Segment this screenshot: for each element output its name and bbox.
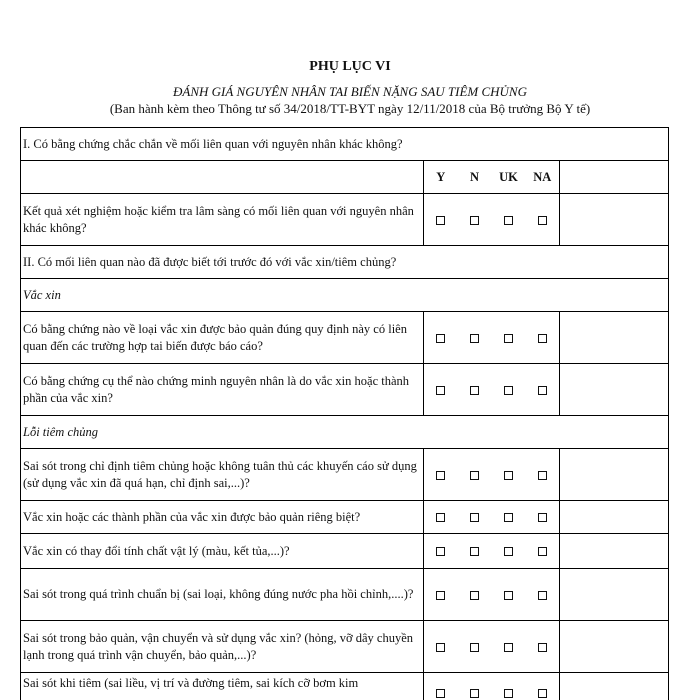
comment-cell[interactable] — [560, 673, 669, 700]
checkbox-n[interactable] — [458, 449, 492, 501]
checkbox-y[interactable] — [424, 534, 458, 569]
question-text: Có bằng chứng cụ thể nào chứng minh nguyên nhân là do vắc xin hoặc thành phần của vắc xin? — [21, 364, 424, 416]
question-text: Sai sót trong quá trình chuẩn bị (sai loại, không đúng nước pha hồi chỉnh,....)? — [21, 569, 424, 621]
checkbox-na[interactable] — [526, 569, 560, 621]
column-header-n: N — [458, 161, 492, 194]
comment-cell[interactable] — [560, 194, 669, 246]
section-2-title: II. Có mối liên quan nào đã được biết tới trước đó với vắc xin/tiêm chủng? — [21, 246, 669, 279]
section-row — [21, 128, 669, 161]
question-row — [21, 621, 669, 673]
checkbox-na[interactable] — [526, 621, 560, 673]
checkbox-uk[interactable] — [492, 673, 526, 700]
checkbox-n[interactable] — [458, 501, 492, 534]
subsection-row — [21, 279, 669, 312]
checkbox-na[interactable] — [526, 312, 560, 364]
checkbox-y[interactable] — [424, 673, 458, 700]
comment-cell[interactable] — [560, 621, 669, 673]
question-text: Vắc xin có thay đổi tính chất vật lý (màu, kết tủa,...)? — [21, 534, 424, 569]
subsection-error: Lỗi tiêm chủng — [21, 416, 669, 449]
checkbox-uk[interactable] — [492, 501, 526, 534]
question-row — [21, 501, 669, 534]
question-row — [21, 569, 669, 621]
comment-cell[interactable] — [560, 364, 669, 416]
checkbox-y[interactable] — [424, 501, 458, 534]
question-row — [21, 673, 669, 700]
checkbox-uk[interactable] — [492, 449, 526, 501]
assessment-table — [20, 127, 669, 700]
checkbox-y[interactable] — [424, 569, 458, 621]
checkbox-y[interactable] — [424, 194, 458, 246]
comment-cell[interactable] — [560, 501, 669, 534]
form-subtitle: (Ban hành kèm theo Thông tư số 34/2018/TT-BYT ngày 12/11/2018 của Bộ trưởng Bộ Y tế) — [109, 101, 591, 116]
column-header-row — [21, 161, 669, 194]
question-text: Sai sót trong chỉ định tiêm chủng hoặc không tuân thủ các khuyến cáo sử dụng (sử dụng vắc xin đã quá hạn, chỉ định sai,...)? — [21, 449, 424, 501]
question-text: Có bằng chứng nào về loại vắc xin được bảo quản đúng quy định này có liên quan đến các trường hợp tai biến được báo cáo? — [21, 312, 424, 364]
checkbox-na[interactable] — [526, 194, 560, 246]
checkbox-n[interactable] — [458, 673, 492, 700]
checkbox-n[interactable] — [458, 194, 492, 246]
checkbox-na[interactable] — [526, 673, 560, 700]
comment-cell[interactable] — [560, 312, 669, 364]
question-text: Vắc xin hoặc các thành phần của vắc xin được bảo quản riêng biệt? — [21, 501, 424, 534]
subsection-row — [21, 416, 669, 449]
checkbox-uk[interactable] — [492, 312, 526, 364]
question-row — [21, 449, 669, 501]
question-row — [21, 194, 669, 246]
question-row — [21, 364, 669, 416]
checkbox-y[interactable] — [424, 364, 458, 416]
question-text: Sai sót trong bảo quản, vận chuyển và sử dụng vắc xin? (hỏng, vỡ dây chuyền lạnh trong quá trình vận chuyển, bảo quản,...)? — [21, 621, 424, 673]
section-1-title: I. Có bằng chứng chắc chắn về mối liên quan với nguyên nhân khác không? — [21, 128, 669, 161]
checkbox-uk[interactable] — [492, 621, 526, 673]
form-title: ĐÁNH GIÁ NGUYÊN NHÂN TAI BIẾN NẶNG SAU TIÊM CHỦNG — [172, 84, 527, 99]
checkbox-na[interactable] — [526, 449, 560, 501]
comment-cell[interactable] — [560, 569, 669, 621]
comment-cell[interactable] — [560, 534, 669, 569]
checkbox-y[interactable] — [424, 449, 458, 501]
checkbox-n[interactable] — [458, 569, 492, 621]
column-header-na: NA — [526, 161, 560, 194]
checkbox-na[interactable] — [526, 534, 560, 569]
checkbox-n[interactable] — [458, 534, 492, 569]
question-text: Sai sót khi tiêm (sai liều, vị trí và đường tiêm, sai kích cỡ bơm kim — [21, 673, 424, 700]
checkbox-uk[interactable] — [492, 569, 526, 621]
checkbox-na[interactable] — [526, 501, 560, 534]
question-row — [21, 312, 669, 364]
column-header-y: Y — [424, 161, 458, 194]
header-blank-cell — [21, 161, 424, 194]
subsection-vaccine: Vắc xin — [21, 279, 669, 312]
column-header-uk: UK — [492, 161, 526, 194]
section-row — [21, 246, 669, 279]
question-text: Kết quả xét nghiệm hoặc kiểm tra lâm sàng có mối liên quan với nguyên nhân khác không? — [21, 194, 424, 246]
checkbox-y[interactable] — [424, 312, 458, 364]
checkbox-n[interactable] — [458, 621, 492, 673]
checkbox-n[interactable] — [458, 312, 492, 364]
checkbox-uk[interactable] — [492, 534, 526, 569]
checkbox-uk[interactable] — [492, 194, 526, 246]
question-row — [21, 534, 669, 569]
checkbox-uk[interactable] — [492, 364, 526, 416]
checkbox-n[interactable] — [458, 364, 492, 416]
comment-cell[interactable] — [560, 449, 669, 501]
comment-header-cell — [560, 161, 669, 194]
appendix-label: PHỤ LỤC VI — [309, 59, 391, 74]
checkbox-y[interactable] — [424, 621, 458, 673]
checkbox-na[interactable] — [526, 364, 560, 416]
